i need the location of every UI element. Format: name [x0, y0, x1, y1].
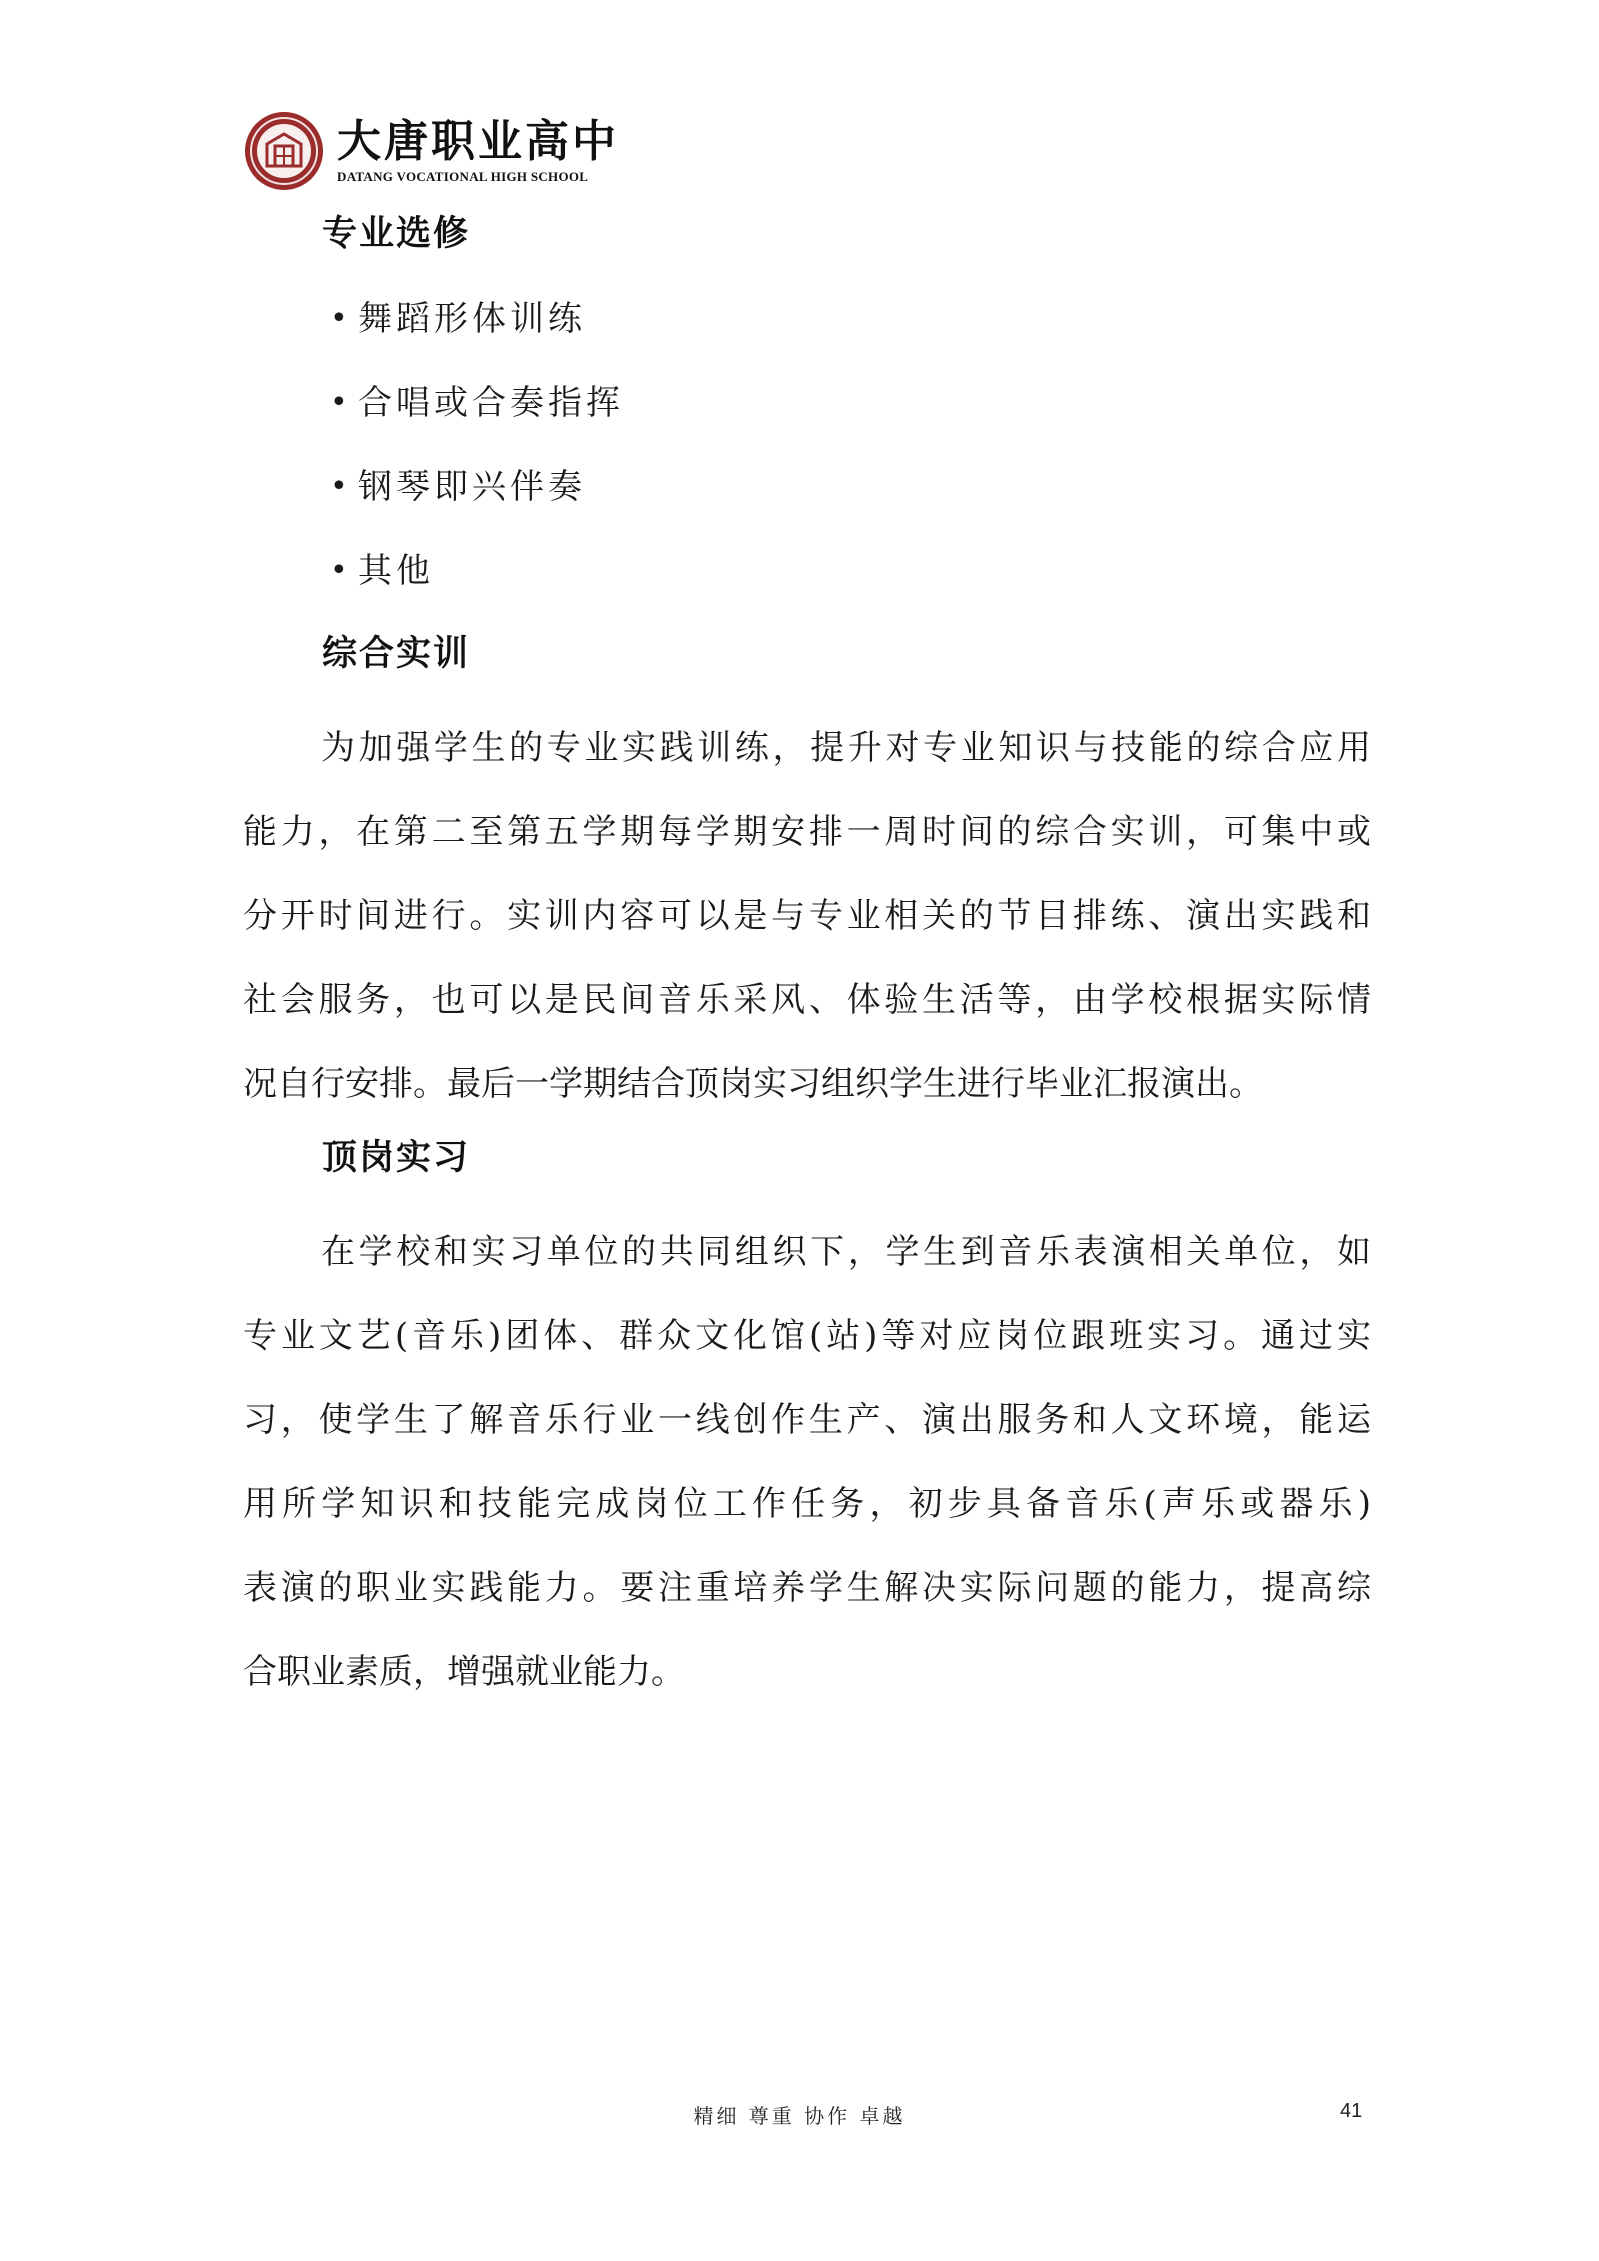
list-item-text: 钢琴即兴伴奏 — [358, 467, 586, 507]
paragraph-line: 习，使学生了解音乐行业一线创作生产、演出服务和人文环境，能运 — [243, 1400, 1371, 1440]
list-item — [330, 464, 624, 548]
list-item-text: 舞蹈形体训练 — [358, 299, 586, 339]
school-name-en: DATANG VOCATIONAL HIGH SCHOOL — [337, 169, 589, 184]
list-item — [330, 380, 624, 464]
paragraph-line: 为加强学生的专业实践训练，提升对专业知识与技能的综合应用 — [321, 728, 1371, 768]
paragraph-line: 合职业素质，增强就业能力。 — [243, 1652, 685, 1692]
training-paragraph — [243, 706, 1371, 1126]
list-item — [330, 296, 624, 380]
section-heading-internship: 顶岗实习 — [322, 1137, 471, 1178]
paragraph-line: 表演的职业实践能力。要注重培养学生解决实际问题的能力，提高综 — [243, 1568, 1371, 1608]
paragraph-line: 专业文艺(音乐)团体、群众文化馆(站)等对应岗位跟班实习。通过实 — [243, 1316, 1371, 1356]
bullet-icon: • — [330, 553, 352, 588]
footer-motto: 精细 尊重 协作 卓越 — [693, 2104, 906, 2128]
paragraph-line: 社会服务，也可以是民间音乐采风、体验生活等，由学校根据实际情 — [243, 980, 1371, 1020]
school-name-cn: 大唐职业高中 — [337, 116, 619, 167]
list-item — [330, 548, 624, 632]
section-heading-training: 综合实训 — [322, 633, 471, 674]
bullet-icon: • — [330, 301, 352, 336]
paragraph-line: 在学校和实习单位的共同组织下，学生到音乐表演相关单位，如 — [321, 1232, 1371, 1272]
paragraph-line: 分开时间进行。实训内容可以是与专业相关的节目排练、演出实践和 — [243, 896, 1371, 936]
internship-paragraph — [243, 1210, 1371, 1714]
list-item-text: 其他 — [358, 551, 434, 591]
page-number: 41 — [1340, 2100, 1363, 2122]
school-seal-icon — [243, 110, 325, 192]
section-heading-elective: 专业选修 — [322, 213, 471, 254]
paragraph-line: 能力，在第二至第五学期每学期安排一周时间的综合实训，可集中或 — [243, 812, 1371, 852]
paragraph-line: 况自行安排。最后一学期结合顶岗实习组织学生进行毕业汇报演出。 — [243, 1064, 1263, 1104]
paragraph-line: 用所学知识和技能完成岗位工作任务，初步具备音乐(声乐或器乐) — [243, 1484, 1371, 1524]
bullet-icon: • — [330, 469, 352, 504]
bullet-icon: • — [330, 385, 352, 420]
school-logo — [243, 110, 619, 192]
list-item-text: 合唱或合奏指挥 — [358, 383, 624, 423]
elective-list — [330, 296, 624, 632]
